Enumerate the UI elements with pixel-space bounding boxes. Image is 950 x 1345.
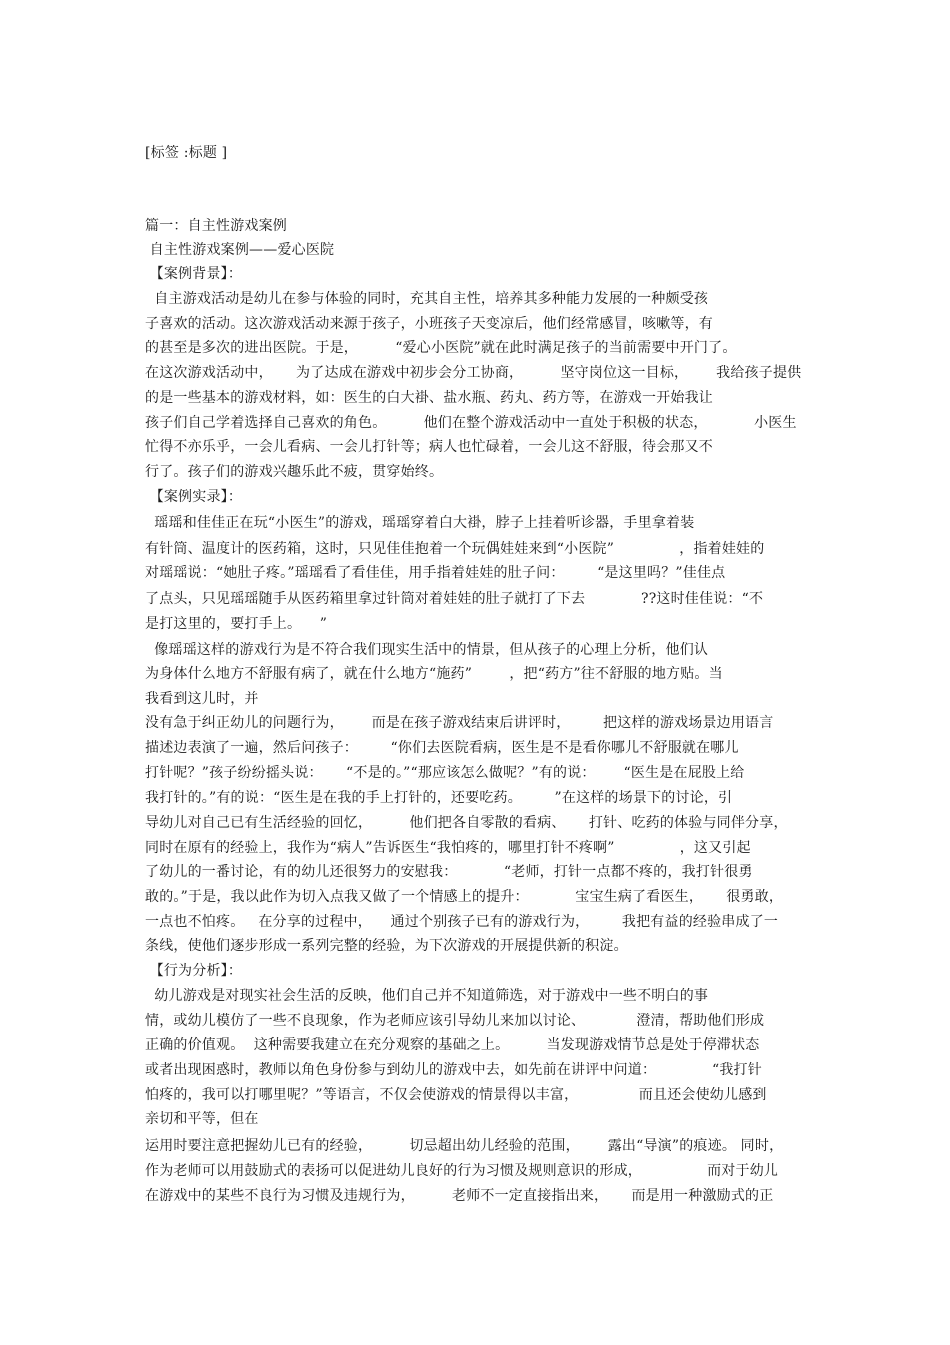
text-line: 敢的。”于是，我以此作为切入点我又做了一个情感上的提升： 宝宝生病了看医生， 很勇敢， (145, 889, 784, 905)
text-line: 导幼儿对自己已有生活经验的回忆， 他们把各自零散的看病、 打针、吃药的体验与同伴分享， (145, 815, 788, 831)
text-line: 的是一些基本的游戏材料，如：医生的白大褂、盐水瓶、药丸、药方等，在游戏一开始我让 (145, 390, 713, 406)
text-line: 没有急于纠正幼儿的问题行为， 而是在孩子游戏结束后讲评时， 把这样的游戏场景边用语言 (145, 715, 774, 731)
text-line: 了点头，只见瑶瑶随手从医药箱里拿过针筒对着娃娃的肚子就打了下去 ??这时佳佳说：“不 (145, 591, 764, 607)
text-line: 一点也不怕疼。 在分享的过程中， 通过个别孩子已有的游戏行为， 我把有益的经验串成了一 (145, 914, 779, 930)
text-line: 同时在原有的经验上，我作为“病人”告诉医生“我怕疼的，哪里打针不疼啊” ，这又引起 (145, 840, 751, 856)
text-line: 条线，使他们逐步形成一系列完整的经验，为下次游戏的开展提供新的积淀。 (145, 938, 628, 954)
text-line: 为身体什么地方不舒服有病了，就在什么地方“施药” ，把“药方”往不舒服的地方贴。当 (145, 666, 723, 682)
text-line: 在这次游戏活动中， 为了达成在游戏中初步会分工协商， 坚守岗位这一目标， 我给孩子提供 (145, 365, 802, 381)
text-line: 自主性游戏案例——爱心医院 (145, 242, 335, 258)
text-line: 【案例背景】： (145, 266, 243, 282)
text-line: 像瑶瑶这样的游戏行为是不符合我们现实生活中的情景，但从孩子的心理上分析，他们认 (145, 642, 709, 658)
text-line: 我打针的。”有的说：“医生是在我的手上打针的，还要吃药。 ”在这样的场景下的讨论，引 (145, 790, 733, 806)
text-line: 我看到这儿时，并 (145, 691, 259, 707)
text-line: 忙得不亦乐乎，一会儿看病、一会儿打针等；病人也忙碌着，一会儿这不舒服，待会那又不 (145, 439, 713, 455)
text-line: 的甚至是多次的进出医院。于是， “爱心小医院”就在此时满足孩子的当前需要中开门了。 (145, 340, 737, 356)
text-line: 运用时要注意把握幼儿已有的经验， 切忌超出幼儿经验的范围， 露出“导演”的痕迹。 同时， (145, 1138, 784, 1154)
text-line: 瑶瑶和佳佳正在玩“小医生”的游戏，瑶瑶穿着白大褂，脖子上挂着听诊器，手里拿着装 (145, 515, 695, 531)
text-line: 是打这里的，要打手上。 ” (145, 616, 328, 632)
text-line: 正确的价值观。 这种需要我建立在充分观察的基础之上。 当发现游戏情节总是处于停滞状态 (145, 1037, 760, 1053)
text-line: 描述边表演了一遍，然后问孩子： “你们去医院看病，医生是不是看你哪儿不舒服就在哪儿 (145, 740, 739, 756)
text-line: 情，或幼儿模仿了一些不良现象，作为老师应该引导幼儿来加以讨论、 澄清，帮助他们形成 (145, 1013, 765, 1029)
text-line: 子喜欢的活动。这次游戏活动来源于孩子，小班孩子天变凉后，他们经常感冒，咳嗽等，有 (145, 316, 713, 332)
text-line: 【行为分析】： (145, 963, 243, 979)
text-line: 作为老师可以用鼓励式的表扬可以促进幼儿良好的行为习惯及规则意识的形成， 而对于幼儿 (145, 1163, 779, 1179)
text-line: 打针呢？”孩子纷纷摇头说： “不是的。”“那应该怎么做呢？”有的说： “医生是在屁股上给 (145, 765, 745, 781)
text-line: 对瑶瑶说：“她肚子疼。”瑶瑶看了看佳佳，用手指着娃娃的肚子问： “是这里吗？”佳佳点 (145, 565, 726, 581)
text-line: 了幼儿的一番讨论，有的幼儿还很努力的安慰我： “老师，打针一点都不疼的，我打针很勇 (145, 864, 753, 880)
text-line: 行了。孩子们的游戏兴趣乐此不疲，贯穿始终。 (145, 464, 444, 480)
text-line: 或者出现困惑时，教师以角色身份参与到幼儿的游戏中去，如先前在讲评中问道： “我打针 (145, 1062, 762, 1078)
text-line: 怕疼的，我可以打哪里呢？”等语言，不仅会使游戏的情景得以丰富， 而且还会使幼儿感到 (145, 1087, 767, 1103)
tag-line: [标签 :标题 ] (145, 145, 228, 161)
text-line: 孩子们自己学着选择自己喜欢的角色。 他们在整个游戏活动中一直处于积极的状态， 小医生 (145, 415, 797, 431)
text-line: 幼儿游戏是对现实社会生活的反映，他们自己并不知道筛选，对于游戏中一些不明白的事 (145, 988, 709, 1004)
text-line: 有针筒、温度计的医药箱，这时，只见佳佳抱着一个玩偶娃娃来到“小医院” ，指着娃娃的 (145, 541, 765, 557)
text-line: 在游戏中的某些不良行为习惯及违规行为， 老师不一定直接指出来， 而是用一种激励式的正 (145, 1188, 774, 1204)
text-line: 篇一：自主性游戏案例 (145, 218, 287, 234)
text-line: 亲切和平等，但在 (145, 1111, 259, 1127)
text-line: 【案例实录】： (145, 489, 243, 505)
text-line: 自主游戏活动是幼儿在参与体验的同时，充其自主性，培养其多种能力发展的一种颇受孩 (145, 291, 709, 307)
